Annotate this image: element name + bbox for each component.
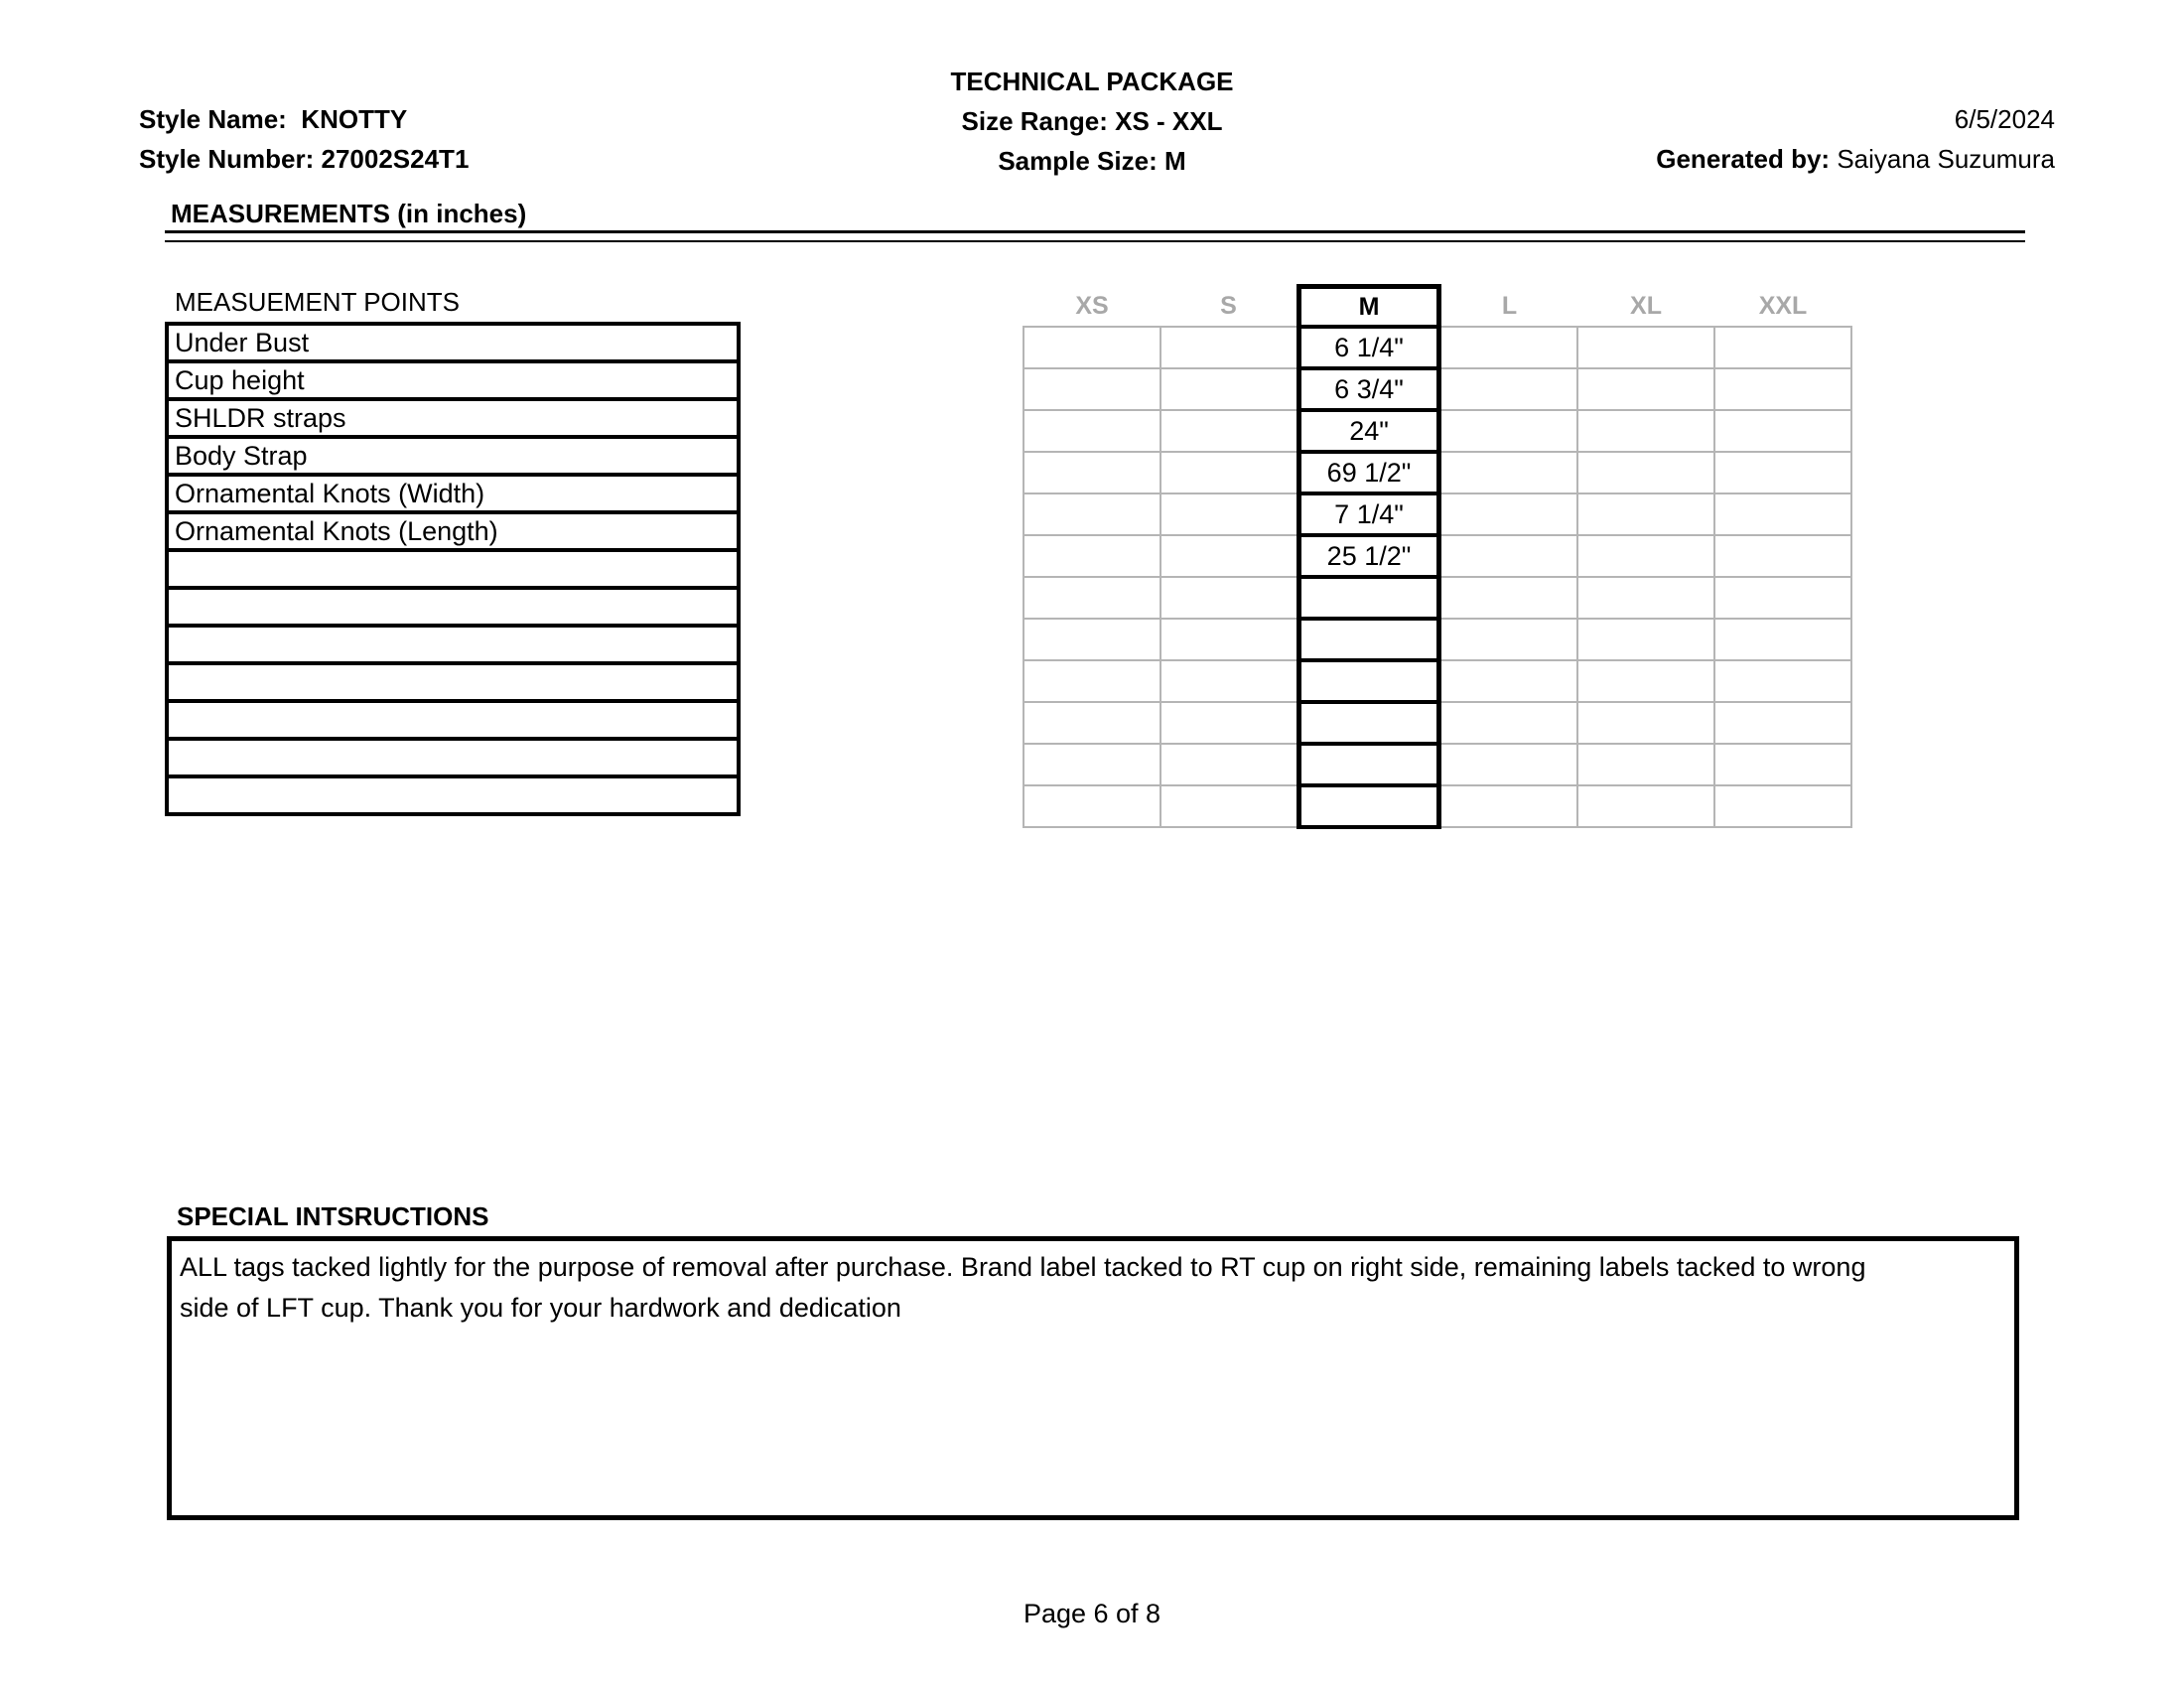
measurement-point-label: Under Bust	[167, 324, 739, 361]
size-header-xxl: XXL	[1758, 291, 1808, 320]
size-cell-s	[1160, 660, 1299, 702]
size-cell-xs	[1024, 702, 1160, 744]
size-grid-row	[1024, 660, 1851, 702]
measurement-points-table	[165, 322, 741, 816]
size-cell-l	[1439, 368, 1578, 410]
measurement-point-row	[167, 361, 739, 399]
size-cell-s	[1160, 619, 1299, 660]
special-instructions-title: SPECIAL INTSRUCTIONS	[177, 1201, 489, 1231]
size-cell-m	[1299, 660, 1439, 702]
size-cell-xs	[1024, 660, 1160, 702]
size-cell-xs	[1024, 410, 1160, 452]
size-header-s: S	[1220, 291, 1237, 320]
size-cell-xs	[1024, 785, 1160, 827]
special-instructions-box	[167, 1236, 2019, 1520]
size-cell-xs	[1024, 744, 1160, 785]
size-cell-m	[1299, 619, 1439, 660]
size-range-label: Size Range:	[961, 106, 1108, 136]
size-cell-s	[1160, 368, 1299, 410]
size-grid-row	[1024, 410, 1851, 452]
size-grid-row	[1024, 577, 1851, 619]
measurement-point-label	[167, 701, 739, 739]
style-number: 27002S24T1	[321, 144, 470, 174]
sample-size: M	[1163, 146, 1186, 176]
size-cell-m: 6 1/4"	[1299, 327, 1439, 368]
size-range-line	[893, 101, 1291, 141]
page-number: Page 6 of 8	[1023, 1599, 1161, 1628]
section-divider-top	[165, 230, 2025, 233]
size-grid-row	[1024, 535, 1851, 577]
size-cell-s	[1160, 493, 1299, 535]
size-cell-xl	[1577, 660, 1714, 702]
measurement-point-row	[167, 739, 739, 776]
size-cell-xs	[1024, 493, 1160, 535]
measurement-point-row	[167, 588, 739, 626]
size-cell-m: 69 1/2"	[1299, 452, 1439, 493]
size-cell-xxl	[1714, 660, 1851, 702]
size-cell-l	[1439, 785, 1578, 827]
size-header-m: M	[1299, 287, 1439, 328]
measurement-point-label: SHLDR straps	[167, 399, 739, 437]
size-cell-xl	[1577, 327, 1714, 368]
measurement-point-row	[167, 437, 739, 475]
size-cell-m	[1299, 702, 1439, 744]
size-cell-s	[1160, 577, 1299, 619]
size-header-xl: XL	[1630, 291, 1662, 320]
size-grid-row	[1024, 452, 1851, 493]
size-cell-s	[1160, 702, 1299, 744]
style-info	[139, 99, 469, 179]
size-cell-l	[1439, 702, 1578, 744]
measurement-point-row	[167, 475, 739, 512]
size-cell-s	[1160, 327, 1299, 368]
document-date: 6/5/2024	[1954, 104, 2055, 134]
size-grid-row	[1024, 493, 1851, 535]
sample-size-label: Sample Size:	[998, 146, 1158, 176]
size-cell-s	[1160, 452, 1299, 493]
size-cell-m: 7 1/4"	[1299, 493, 1439, 535]
size-cell-l	[1439, 327, 1578, 368]
style-number-label: Style Number:	[139, 144, 315, 174]
size-cell-m: 25 1/2"	[1299, 535, 1439, 577]
document-title: TECHNICAL PACKAGE	[950, 67, 1234, 96]
document-heading	[893, 62, 1291, 181]
size-cell-m: 6 3/4"	[1299, 368, 1439, 410]
size-grid-row	[1024, 702, 1851, 744]
size-cell-xxl	[1714, 785, 1851, 827]
size-cell-xl	[1577, 744, 1714, 785]
size-grid	[1023, 284, 1852, 829]
generated-by: Saiyana Suzumura	[1837, 144, 2055, 174]
measurement-point-label	[167, 550, 739, 588]
measurement-point-label: Body Strap	[167, 437, 739, 475]
size-cell-xxl	[1714, 410, 1851, 452]
measurement-point-label	[167, 739, 739, 776]
size-cell-xl	[1577, 410, 1714, 452]
generated-by-line	[1656, 139, 2055, 179]
measurements-section-title: MEASUREMENTS (in inches)	[171, 199, 527, 228]
size-cell-xxl	[1714, 702, 1851, 744]
size-cell-xs	[1024, 452, 1160, 493]
size-cell-xl	[1577, 577, 1714, 619]
generated-by-label: Generated by:	[1656, 144, 1831, 174]
size-cell-xs	[1024, 327, 1160, 368]
size-cell-l	[1439, 493, 1578, 535]
size-cell-xxl	[1714, 368, 1851, 410]
size-cell-m: 24"	[1299, 410, 1439, 452]
size-cell-xxl	[1714, 577, 1851, 619]
size-cell-s	[1160, 744, 1299, 785]
size-cell-xxl	[1714, 619, 1851, 660]
measurement-points-header: MEASUEMENT POINTS	[175, 287, 461, 317]
measurement-point-row	[167, 626, 739, 663]
size-cell-l	[1439, 535, 1578, 577]
size-cell-xl	[1577, 493, 1714, 535]
measurement-point-row	[167, 701, 739, 739]
size-cell-xs	[1024, 619, 1160, 660]
size-cell-xxl	[1714, 493, 1851, 535]
size-cell-l	[1439, 452, 1578, 493]
size-grid-row	[1024, 744, 1851, 785]
size-range: XS - XXL	[1115, 106, 1223, 136]
measurement-point-label	[167, 776, 739, 814]
size-cell-xl	[1577, 368, 1714, 410]
style-name-label: Style Name:	[139, 104, 287, 134]
sample-size-line	[893, 141, 1291, 181]
size-cell-l	[1439, 410, 1578, 452]
size-cell-m	[1299, 577, 1439, 619]
special-instructions-text: ALL tags tacked lightly for the purpose of removal after purchase. Brand label tacked to RT cup on right side, remaining labels tacked to wrong side of LFT cup. Thank you for your hardwork and dedication	[180, 1252, 1866, 1323]
size-grid-row	[1024, 327, 1851, 368]
size-cell-s	[1160, 535, 1299, 577]
measurement-point-label: Cup height	[167, 361, 739, 399]
measurement-point-row	[167, 399, 739, 437]
size-cell-xxl	[1714, 744, 1851, 785]
size-cell-xl	[1577, 452, 1714, 493]
size-cell-m	[1299, 785, 1439, 827]
size-cell-l	[1439, 619, 1578, 660]
size-header-row	[1024, 287, 1851, 328]
measurement-point-label: Ornamental Knots (Length)	[167, 512, 739, 550]
size-cell-s	[1160, 785, 1299, 827]
size-grid-row	[1024, 368, 1851, 410]
measurement-point-label	[167, 626, 739, 663]
size-cell-l	[1439, 744, 1578, 785]
style-name-line	[139, 99, 469, 139]
size-cell-l	[1439, 660, 1578, 702]
style-name: KNOTTY	[301, 104, 408, 134]
measurement-point-row	[167, 324, 739, 361]
section-divider-bottom	[165, 240, 2025, 242]
size-cell-m	[1299, 744, 1439, 785]
size-cell-s	[1160, 410, 1299, 452]
size-cell-l	[1439, 577, 1578, 619]
size-grid-row	[1024, 785, 1851, 827]
size-cell-xl	[1577, 619, 1714, 660]
size-cell-xxl	[1714, 327, 1851, 368]
style-number-line	[139, 139, 469, 179]
size-grid-row	[1024, 619, 1851, 660]
measurement-point-row	[167, 776, 739, 814]
measurement-point-label: Ornamental Knots (Width)	[167, 475, 739, 512]
generation-info	[1656, 99, 2055, 179]
size-header-xs: XS	[1075, 291, 1109, 320]
size-cell-xs	[1024, 577, 1160, 619]
measurement-point-row	[167, 550, 739, 588]
measurement-point-row	[167, 512, 739, 550]
size-cell-xxl	[1714, 535, 1851, 577]
measurement-point-label	[167, 663, 739, 701]
size-cell-xl	[1577, 785, 1714, 827]
size-cell-xs	[1024, 368, 1160, 410]
size-cell-xxl	[1714, 452, 1851, 493]
measurement-point-row	[167, 663, 739, 701]
measurement-point-label	[167, 588, 739, 626]
size-cell-xl	[1577, 702, 1714, 744]
size-cell-xl	[1577, 535, 1714, 577]
size-cell-xs	[1024, 535, 1160, 577]
size-header-l: L	[1501, 291, 1518, 320]
